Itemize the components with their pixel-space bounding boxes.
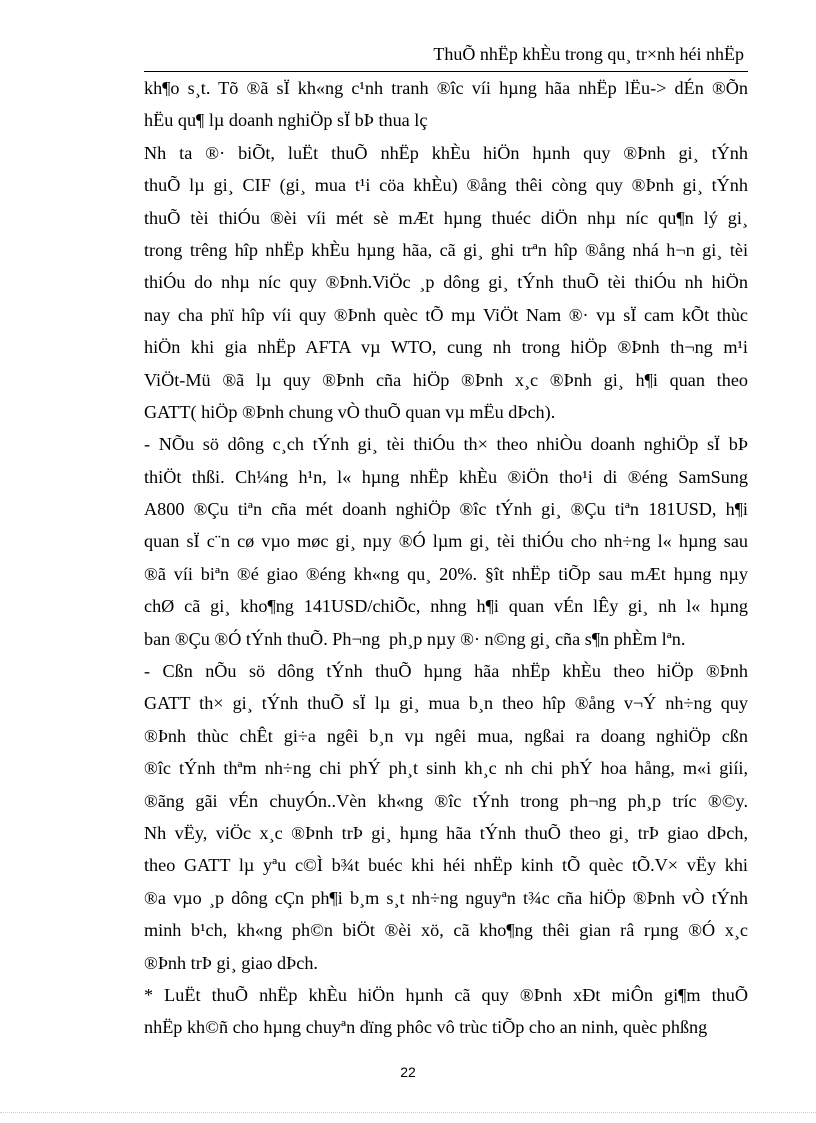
text-line: ®Þnh trÞ gi¸ giao dÞch. [144, 952, 318, 973]
text-line: thiÖt thßi. Ch¼ng h¹n, l« hµng nhËp khÈu ®iÖn tho¹i di ®éng SamSung [144, 466, 748, 487]
paragraph [144, 655, 748, 979]
document-body [144, 72, 748, 1044]
text-line: nhËp kh©ñ cho hµng chuyªn dïng phôc vô trùc tiÕp cho an ninh, quèc phßng [144, 1017, 708, 1038]
text-line: trong trêng hîp nhËp khÈu hµng hãa, cã gi¸ ghi trªn hîp ®ång nhá h¬n gi¸ tèi [144, 239, 748, 260]
text-line: Nh ta ®· biÕt, luËt thuÕ nhËp khÈu hiÖn hµnh quy ®Þnh gi¸ tÝnh [144, 142, 748, 163]
text-line: ®îc tÝnh thªm nh÷ng chi phÝ ph¸t sinh kh¸c nh chi phÝ hoa hång, m«i giíi, [144, 758, 748, 779]
running-header: ThuÕ nhËp khÈu trong qu¸ tr×nh héi nhËp [433, 44, 744, 64]
text-line: ®ã víi biªn ®é giao ®éng kh«ng qu¸ 20%. §ît nhËp tiÕp sau mÆt hµng nµy [144, 563, 748, 584]
text-line: A800 ®Çu tiªn cña mét doanh nghiÖp ®îc tÝnh gi¸ ®Çu tiªn 181USD, h¶i [144, 499, 748, 520]
text-line: chØ cã gi¸ kho¶ng 141USD/chiÕc, nhng h¶i quan vÉn lÊy gi¸ nh l« hµng [144, 596, 748, 617]
text-line: quan sÏ c¨n cø vµo møc gi¸ nµy ®Ó lµm gi¸ tèi thiÓu cho nh÷ng l« hµng sau [144, 531, 748, 552]
text-line: Nh vËy, viÖc x¸c ®Þnh trÞ gi¸ hµng hãa tÝnh thuÕ theo gi¸ trÞ giao dÞch, [144, 822, 748, 843]
text-line: GATT( hiÖp ®Þnh chung vÒ thuÕ quan vµ mËu dÞch). [144, 401, 556, 422]
text-line: ®Þnh thùc chÊt gi÷a ngêi b¸n vµ ngêi mua, ngßai ra doang nghiÖp cßn [144, 725, 748, 746]
text-line: theo GATT lµ yªu c©Ì b¾t buéc khi héi nhËp kinh tÕ quèc tÕ.V× vËy khi [144, 855, 748, 876]
bottom-divider [0, 1112, 816, 1113]
page-number: 22 [400, 1064, 416, 1080]
text-line: - Cßn nÕu sö dông tÝnh thuÕ hµng hãa nhËp khÈu theo hiÖp ®Þnh [144, 661, 748, 682]
paragraph [144, 72, 748, 137]
text-line: nay cha phï hîp víi quy ®Þnh quèc tÕ mµ ViÖt Nam ®· vµ sÏ cam kÕt thùc [144, 304, 748, 325]
paragraph [144, 979, 748, 1044]
text-line: hiÖn khi gia nhËp AFTA vµ WTO, cung nh trong hiÖp ®Þnh th¬ng m¹i [144, 337, 748, 358]
paragraph [144, 428, 748, 655]
text-line: minh b¹ch, kh«ng ph©n biÖt ®èi xö, cã kho¶ng thêi gian râ rµng ®Ó x¸c [144, 920, 748, 941]
text-line: thuÕ tèi thiÓu ®èi víi mét sè mÆt hµng thuéc diÖn nhµ níc qu¶n lý gi¸ [144, 207, 748, 228]
text-line: ®ãng gãi vÉn chuyÓn..Vèn kh«ng ®îc tÝnh trong ph¬ng ph¸p tríc ®©y. [144, 790, 748, 811]
text-line: thuÕ lµ gi¸ CIF (gi¸ mua t¹i cöa khÈu) ®ång thêi còng quy ®Þnh gi¸ tÝnh [144, 175, 748, 196]
text-line: GATT th× gi¸ tÝnh thuÕ sÏ lµ gi¸ mua b¸n theo hîp ®ång v¬Ý nh÷ng quy [144, 693, 748, 714]
paragraph [144, 137, 748, 429]
text-line: ban ®Çu ®Ó tÝnh thuÕ. Ph¬ng ph¸p nµy ®· n©ng gi¸ cña s¶n phÈm lªn. [144, 628, 686, 649]
text-line: hËu qu¶ lµ doanh nghiÖp sÏ bÞ thua lç [144, 110, 428, 131]
text-line: thiÓu do nhµ níc quy ®Þnh.ViÖc ¸p dông gi¸ tÝnh thuÕ tèi thiÓu nh hiÖn [144, 272, 748, 293]
text-line: kh¶o s¸t. Tõ ®ã sÏ kh«ng c¹nh tranh ®îc víi hµng hãa nhËp lËu-> dÉn ®Õn [144, 78, 748, 98]
text-line: - NÕu sö dông c¸ch tÝnh gi¸ tèi thiÓu th× theo nhiÒu doanh nghiÖp sÏ bÞ [144, 434, 748, 455]
text-line: * LuËt thuÕ nhËp khÈu hiÖn hµnh cã quy ®Þnh xÐt miÔn gi¶m thuÕ [144, 984, 748, 1005]
text-line: ViÖt-Mü ®ã lµ quy ®Þnh cña hiÖp ®Þnh x¸c ®Þnh gi¸ h¶i quan theo [144, 369, 748, 390]
text-line: ®a vµo ¸p dông cÇn ph¶i b¸m s¸t nh÷ng nguyªn t¾c cña hiÖp ®Þnh vÒ tÝnh [144, 887, 748, 908]
